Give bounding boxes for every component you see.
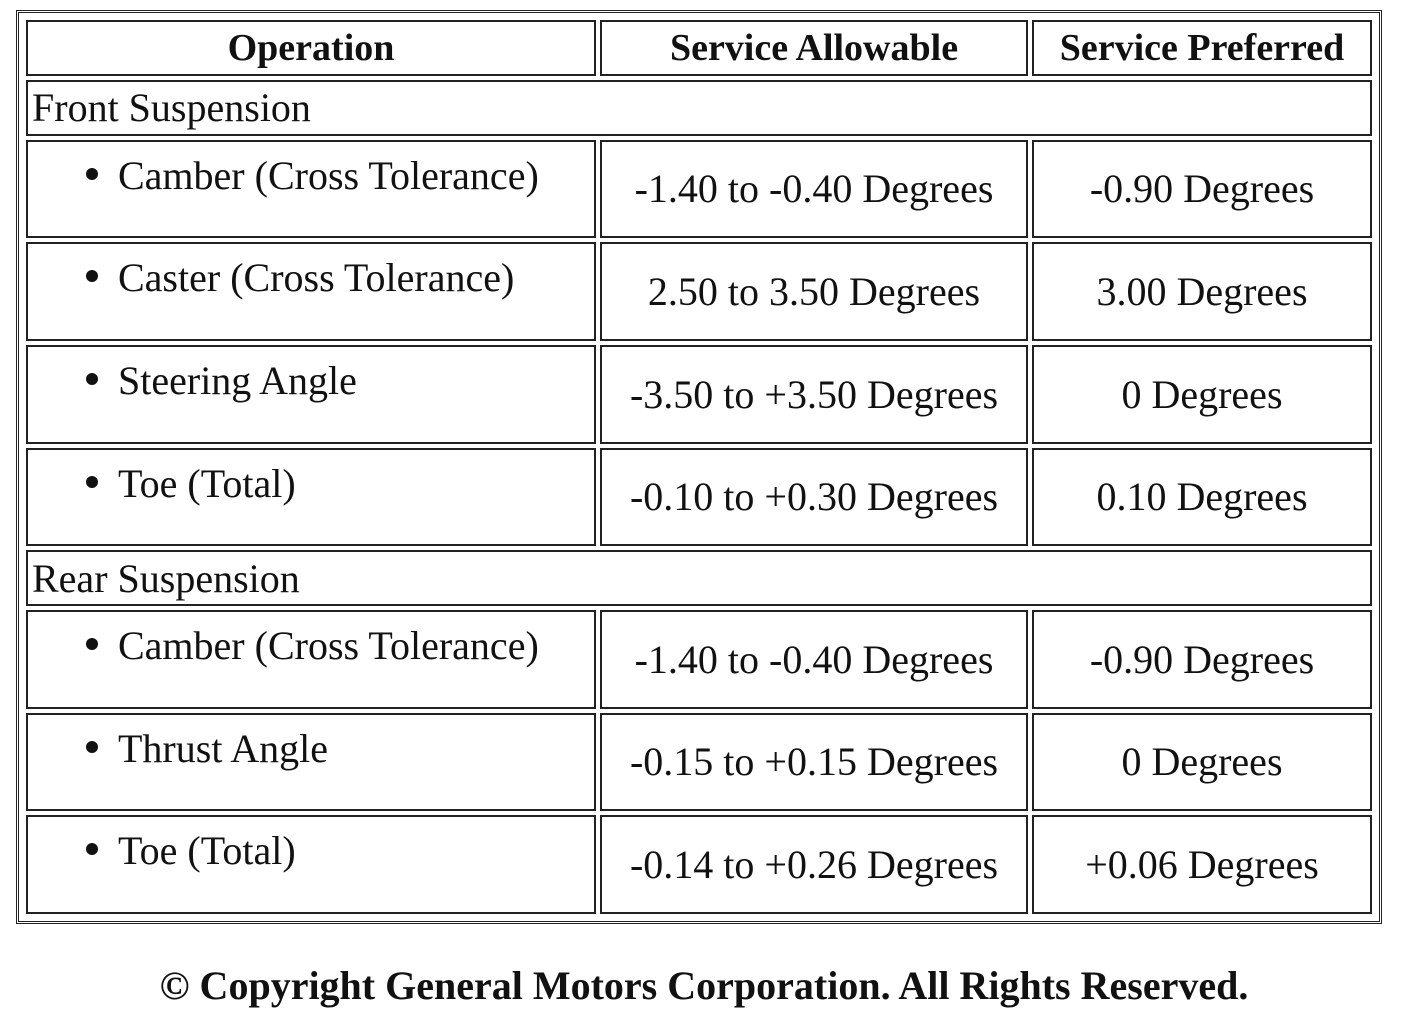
alignment-spec-table bbox=[22, 16, 1376, 918]
table-header-row bbox=[26, 20, 1372, 76]
preferred-cell: 0 Degrees bbox=[1032, 345, 1372, 444]
table-row bbox=[26, 610, 1372, 709]
preferred-cell: +0.06 Degrees bbox=[1032, 815, 1372, 914]
operation-label: Steering Angle bbox=[118, 357, 357, 403]
bullet-icon bbox=[86, 373, 98, 385]
allowable-cell: -1.40 to -0.40 Degrees bbox=[600, 140, 1028, 239]
section-title: Front Suspension bbox=[26, 80, 1372, 136]
operation-cell bbox=[26, 713, 596, 812]
preferred-cell: 3.00 Degrees bbox=[1032, 242, 1372, 341]
operation-label: Toe (Total) bbox=[118, 828, 296, 874]
allowable-cell: -0.15 to +0.15 Degrees bbox=[600, 713, 1028, 812]
bullet-icon bbox=[86, 741, 98, 753]
bullet-icon bbox=[86, 270, 98, 282]
bullet-icon bbox=[86, 476, 98, 488]
section-title: Rear Suspension bbox=[26, 550, 1372, 606]
section-row-rear-suspension bbox=[26, 550, 1372, 606]
operation-label: Toe (Total) bbox=[118, 460, 296, 506]
allowable-cell: -0.14 to +0.26 Degrees bbox=[600, 815, 1028, 914]
allowable-cell: -1.40 to -0.40 Degrees bbox=[600, 610, 1028, 709]
operation-cell bbox=[26, 140, 596, 239]
section-row-front-suspension bbox=[26, 80, 1372, 136]
table-row bbox=[26, 242, 1372, 341]
operation-cell bbox=[26, 448, 596, 547]
header-service-allowable: Service Allowable bbox=[600, 20, 1028, 76]
operation-cell bbox=[26, 610, 596, 709]
header-service-preferred: Service Preferred bbox=[1032, 20, 1372, 76]
copyright-notice: © Copyright General Motors Corporation. All Rights Reserved. bbox=[159, 963, 1249, 1008]
preferred-cell: -0.90 Degrees bbox=[1032, 140, 1372, 239]
allowable-cell: -3.50 to +3.50 Degrees bbox=[600, 345, 1028, 444]
table-row bbox=[26, 815, 1372, 914]
allowable-cell: 2.50 to 3.50 Degrees bbox=[600, 242, 1028, 341]
operation-cell bbox=[26, 345, 596, 444]
table-row bbox=[26, 140, 1372, 239]
bullet-icon bbox=[86, 638, 98, 650]
operation-label: Camber (Cross Tolerance) bbox=[118, 622, 539, 668]
operation-cell bbox=[26, 815, 596, 914]
operation-label: Camber (Cross Tolerance) bbox=[118, 152, 539, 198]
table-row bbox=[26, 448, 1372, 547]
header-operation: Operation bbox=[26, 20, 596, 76]
allowable-cell: -0.10 to +0.30 Degrees bbox=[600, 448, 1028, 547]
operation-label: Thrust Angle bbox=[118, 725, 328, 771]
table-row bbox=[26, 345, 1372, 444]
preferred-cell: -0.90 Degrees bbox=[1032, 610, 1372, 709]
bullet-icon bbox=[86, 843, 98, 855]
preferred-cell: 0 Degrees bbox=[1032, 713, 1372, 812]
alignment-spec-table-frame bbox=[16, 10, 1382, 924]
operation-label: Caster (Cross Tolerance) bbox=[118, 255, 515, 301]
preferred-cell: 0.10 Degrees bbox=[1032, 448, 1372, 547]
operation-cell bbox=[26, 242, 596, 341]
bullet-icon bbox=[86, 168, 98, 180]
table-row bbox=[26, 713, 1372, 812]
